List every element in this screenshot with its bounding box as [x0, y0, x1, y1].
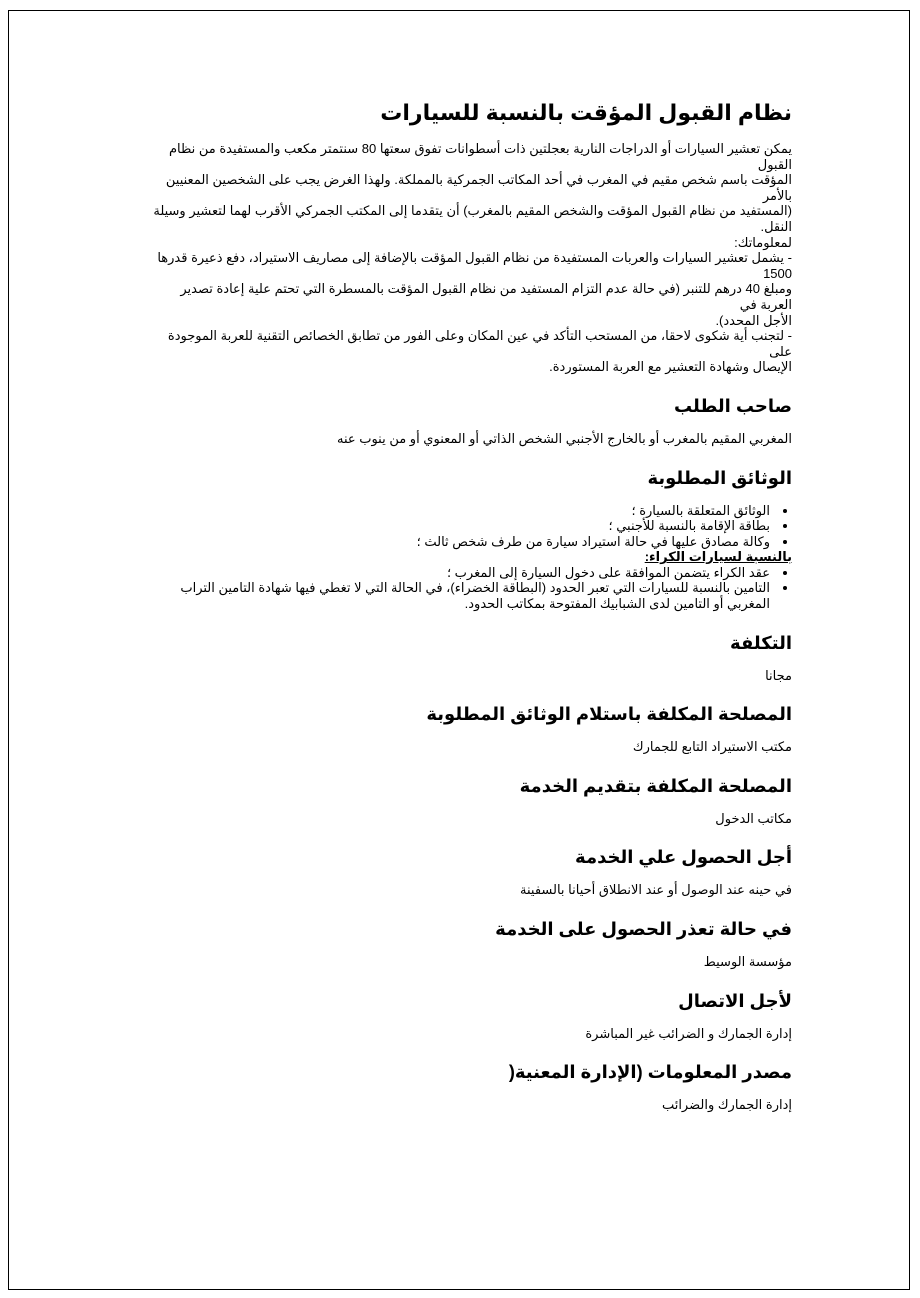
intro-line: الأجل المحدد).	[715, 312, 792, 328]
section-heading-providing-service: المصلحة المكلفة بتقديم الخدمة	[519, 775, 792, 796]
section-unavailable	[147, 918, 792, 970]
section-documents	[147, 467, 792, 612]
section-heading-contact: لأجل الاتصال	[678, 990, 792, 1011]
intro-paragraph	[147, 141, 792, 375]
list-item: • وكالة مصادق عليها في حالة استيراد سيارة من طرف شخص ثالث ؛	[147, 534, 772, 550]
document-page	[8, 10, 910, 1290]
rental-documents-list	[147, 565, 792, 612]
source-text: إدارة الجمارك والضرائب	[661, 1097, 792, 1113]
section-source	[147, 1061, 792, 1113]
section-applicant	[147, 395, 792, 447]
intro-line: (المستفيد من نظام القبول المؤقت والشخص المقيم بالمغرب) أن يتقدما إلى المكتب الجمركي الأقرب لهما لتعشير وسيلة النقل.	[153, 203, 792, 234]
section-heading-applicant: صاحب الطلب	[673, 395, 792, 416]
list-item: • التامين بالنسبة للسيارات التي تعبر الحدود (البطاقة الخضراء)، في الحالة التي لا تغطي فيها شهادة التامين التراب المغربي أو التامين لدى الشبابيك المفتوحة بمكاتب الحدود.	[147, 580, 772, 611]
section-providing-service	[147, 775, 792, 827]
cost-text: مجانا	[765, 667, 792, 683]
intro-line: المؤقت باسم شخص مقيم في المغرب في أحد المكاتب الجمركية بالمملكة. ولهذا الغرض يجب على الشخصين المعنيين بالأمر	[165, 172, 792, 203]
section-receiving-service	[147, 703, 792, 755]
intro-line: ومبلغ 40 درهم للتنبر (في حالة عدم التزام المستفيد من نظام القبول المؤقت بالمسطرة التي تحتم علية إعادة تصدير العربة في	[180, 281, 792, 312]
section-contact	[147, 990, 792, 1042]
list-item: • بطاقة الإقامة بالنسبة للأجنبي ؛	[147, 518, 772, 534]
section-deadline	[147, 846, 792, 898]
intro-line: - يشمل تعشير السيارات والعربات المستفيدة من نظام القبول المؤقت بالإضافة إلى مصاريف الاستيراد، دفع ذعيرة قدرها 1500	[157, 250, 792, 281]
list-item: • عقد الكراء يتضمن الموافقة على دخول السيارة إلى المغرب ؛	[147, 565, 772, 581]
section-heading-deadline: أجل الحصول علي الخدمة	[575, 847, 792, 868]
unavailable-text: مؤسسة الوسيط	[703, 954, 792, 970]
providing-service-text: مكاتب الدخول	[715, 810, 792, 826]
applicant-text: المغربي المقيم بالمغرب أو بالخارج الأجنبي الشخص الذاتي أو المعنوي أو من ينوب عنه	[336, 430, 792, 446]
page-title: نظام القبول المؤقت بالنسبة للسيارات	[380, 100, 792, 125]
intro-line: يمكن تعشير السيارات أو الدراجات النارية بعجلتين ذات أسطوانات تفوق سعتها 80 سنتمتر مكعب والمستفيدة من نظام القبول	[169, 141, 792, 172]
rental-subheading: بالنسبة لسيارات الكراء:	[644, 549, 792, 565]
list-item: • الوثائق المتعلقة بالسيارة ؛	[147, 503, 772, 519]
receiving-service-text: مكتب الاستيراد التابع للجمارك	[632, 739, 792, 755]
section-heading-cost: التكلفة	[730, 632, 792, 653]
document-content	[147, 101, 792, 1113]
intro-line: الإيصال وشهادة التعشير مع العربة المستوردة.	[549, 359, 792, 375]
section-heading-documents: الوثائق المطلوبة	[647, 467, 792, 488]
contact-text: إدارة الجمارك و الضرائب غير المباشرة	[585, 1025, 792, 1041]
deadline-text: في حينه عند الوصول أو عند الانطلاق أحيانا بالسفينة	[520, 882, 792, 898]
section-heading-source: مصدر المعلومات (الإدارة المعنية(	[508, 1062, 792, 1083]
intro-line: لمعلوماتك:	[734, 234, 792, 250]
intro-line: - لتجنب أية شكوى لاحقا، من المستحب التأكد في عين المكان وعلى الفور من تطابق الخصائص التقنية للعربة الموجودة على	[167, 328, 792, 359]
section-heading-receiving-service: المصلحة المكلفة باستلام الوثائق المطلوبة	[426, 704, 792, 725]
section-cost	[147, 632, 792, 684]
documents-list	[147, 503, 792, 550]
section-heading-unavailable: في حالة تعذر الحصول على الخدمة	[495, 919, 792, 940]
